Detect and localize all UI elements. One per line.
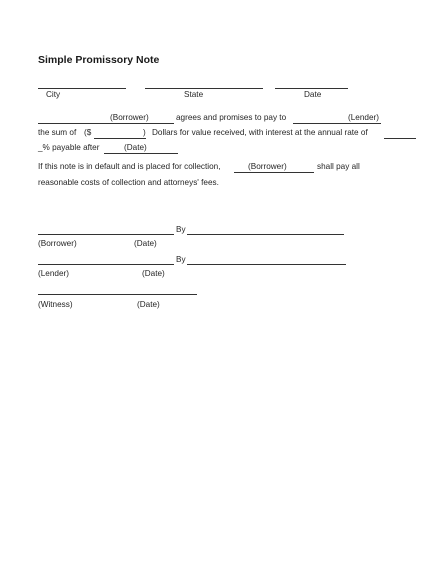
dollars-text: Dollars for value received, with interest at the annual rate of: [152, 128, 368, 137]
agrees-text: agrees and promises to pay to: [176, 113, 287, 122]
percent-payable-text: _% payable after: [38, 143, 100, 152]
witness-signature-line: [38, 294, 197, 295]
witness-signature-label: (Witness): [38, 300, 73, 309]
sum-of-text: the sum of: [38, 128, 77, 137]
borrower-blank-2: [234, 172, 314, 173]
lender-signature-line: [38, 264, 174, 265]
state-blank: [145, 88, 263, 89]
lender-signature-label: (Lender): [38, 269, 69, 278]
dollar-open: ($: [84, 128, 92, 137]
rate-blank: [384, 138, 416, 139]
date-blank-1: [104, 153, 178, 154]
date-label-1: (Date): [124, 143, 147, 152]
borrower-blank-1: [38, 123, 174, 124]
lender-label-1: (Lender): [348, 113, 379, 122]
date-blank: [275, 88, 348, 89]
document-title: Simple Promissory Note: [38, 54, 160, 66]
lender-blank-1: [293, 123, 381, 124]
borrower-label-2: (Borrower): [248, 162, 287, 171]
lender-date-label: (Date): [142, 269, 165, 278]
costs-text: reasonable costs of collection and attorneys' fees.: [38, 178, 219, 187]
dollar-close: ): [143, 128, 146, 137]
city-label: City: [46, 90, 61, 99]
state-label: State: [184, 90, 204, 99]
by-label-2: By: [176, 255, 186, 264]
borrower-signature-label: (Borrower): [38, 239, 77, 248]
default-text: If this note is in default and is placed for collection,: [38, 162, 221, 171]
city-blank: [38, 88, 126, 89]
borrower-date-label: (Date): [134, 239, 157, 248]
amount-blank: [94, 138, 146, 139]
by-line-2: [187, 264, 346, 265]
borrower-label-1: (Borrower): [110, 113, 149, 122]
by-label-1: By: [176, 225, 186, 234]
borrower-signature-line: [38, 234, 174, 235]
witness-date-label: (Date): [137, 300, 160, 309]
shall-pay-text: shall pay all: [317, 162, 360, 171]
date-label: Date: [304, 90, 322, 99]
by-line-1: [187, 234, 344, 235]
